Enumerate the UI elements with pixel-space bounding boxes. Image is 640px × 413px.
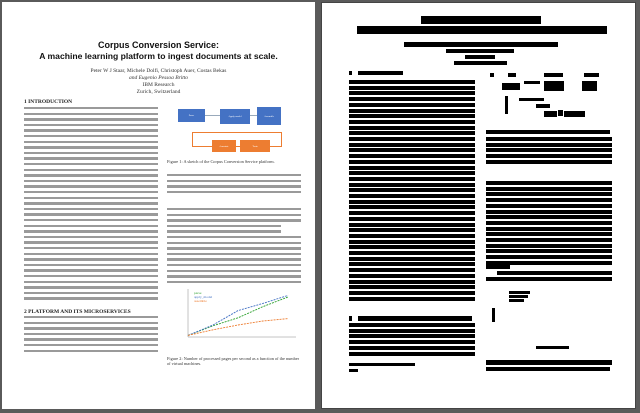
- text-line: [24, 213, 158, 215]
- redaction-bar: [544, 73, 563, 77]
- redaction-bar: [349, 334, 475, 338]
- redaction-bar: [349, 240, 475, 244]
- original-page: [2, 2, 315, 409]
- redaction-bar: [349, 291, 475, 295]
- redaction-bar: [349, 285, 475, 289]
- text-line: [24, 327, 158, 329]
- text-line: [24, 191, 158, 193]
- redaction-bar: [349, 194, 475, 198]
- redaction-bar: [486, 227, 612, 231]
- text-line: [24, 350, 158, 352]
- text-line: [24, 219, 158, 221]
- redaction-bar: [349, 234, 475, 238]
- redaction-bar: [349, 171, 475, 175]
- redaction-bar: [486, 204, 612, 208]
- stage-annotate: Annotate: [212, 140, 236, 152]
- redaction-bar: [349, 257, 475, 261]
- figure-2-caption: Figure 2: Number of processed pages per second as a function of the number of virtual machines.: [167, 356, 300, 367]
- redaction-bar: [508, 73, 516, 77]
- text-line: [167, 281, 301, 283]
- text-line: [24, 275, 158, 277]
- text-line: [24, 281, 158, 283]
- redaction-bar: [357, 26, 607, 34]
- redaction-bar: [486, 154, 612, 158]
- redaction-bar: [486, 277, 612, 281]
- redaction-bar: [349, 120, 475, 124]
- redaction-bar: [486, 238, 612, 242]
- redaction-bar: [349, 228, 475, 232]
- redaction-bar: [349, 97, 475, 101]
- location: Zurich, Switzerland: [136, 89, 181, 95]
- redaction-bar: [564, 111, 585, 117]
- redaction-bar: [490, 73, 494, 77]
- redaction-bar: [486, 244, 612, 248]
- paper-title: Corpus Conversion Service:: [97, 40, 220, 50]
- redaction-bar: [486, 198, 612, 202]
- text-line: [167, 236, 301, 238]
- text-line: [167, 219, 301, 221]
- text-line: [167, 230, 281, 232]
- redaction-bar: [349, 109, 475, 113]
- redaction-bar: [349, 251, 475, 255]
- redaction-bar: [358, 316, 472, 321]
- text-line: [24, 269, 158, 271]
- redaction-bar: [349, 114, 475, 118]
- redaction-bar: [349, 352, 475, 356]
- text-line: [24, 236, 158, 238]
- text-line: [24, 169, 158, 171]
- chart-legend: [194, 291, 212, 303]
- figure-2-chart: [168, 287, 298, 349]
- text-line: [167, 253, 301, 255]
- legend-parse: parse: [194, 291, 202, 295]
- redaction-bar: [486, 187, 612, 191]
- text-line: [24, 146, 158, 148]
- redaction-bar: [349, 363, 415, 366]
- stage-assemble: Assemble: [257, 107, 281, 125]
- text-line: [167, 270, 301, 272]
- text-line: [24, 258, 158, 260]
- text-line: [24, 208, 158, 210]
- redaction-bar: [349, 188, 475, 192]
- section-heading-platform: 2 PLATFORM AND ITS MICROSERVICES: [24, 309, 131, 315]
- redaction-bar: [509, 299, 524, 302]
- text-line: [24, 124, 158, 126]
- text-line: [24, 322, 158, 324]
- redaction-bar: [486, 160, 612, 164]
- redaction-bar: [536, 346, 569, 349]
- redaction-bar: [582, 81, 597, 91]
- text-line: [24, 107, 158, 109]
- redaction-bar: [349, 154, 475, 158]
- text-line: [24, 180, 158, 182]
- redaction-bar: [486, 249, 612, 253]
- stage-train: Train: [240, 140, 270, 152]
- text-line: [24, 197, 158, 199]
- text-line: [167, 264, 301, 266]
- redaction-bar: [349, 131, 475, 135]
- text-line: [24, 185, 158, 187]
- series-assemble: [188, 319, 288, 336]
- text-line: [167, 174, 301, 176]
- text-line: [24, 174, 158, 176]
- redaction-bar: [349, 274, 475, 278]
- text-line: [24, 230, 158, 232]
- redaction-bar: [349, 217, 475, 221]
- redaction-bar: [509, 291, 530, 294]
- redaction-bar: [349, 316, 352, 321]
- authors: Peter W J Staar, Michele Dolfi, Christoph Auer, Costas Bekas: [90, 68, 227, 74]
- text-line: [167, 225, 281, 227]
- text-line: [24, 129, 158, 131]
- redaction-bar: [486, 210, 612, 214]
- redaction-bar: [349, 166, 475, 170]
- redaction-bar: [544, 111, 557, 117]
- text-line: [167, 242, 301, 244]
- section-heading-introduction: 1 INTRODUCTION: [24, 99, 73, 105]
- redaction-bar: [349, 223, 475, 227]
- legend-assemble: assemble: [194, 299, 207, 303]
- redaction-bar: [349, 160, 475, 164]
- redaction-bar: [349, 86, 475, 90]
- redaction-bar: [349, 369, 358, 372]
- text-line: [167, 214, 301, 216]
- text-line: [167, 208, 301, 210]
- redaction-bar: [505, 96, 508, 114]
- stage-parse: Parse: [178, 109, 205, 122]
- redaction-bar: [349, 126, 475, 130]
- redaction-bar: [486, 148, 612, 152]
- affiliation: and Eugenio Pessoa Britto: [128, 75, 189, 81]
- redaction-bar: [349, 280, 475, 284]
- text-line: [24, 264, 158, 266]
- redaction-bar: [502, 83, 520, 90]
- redaction-bar: [349, 91, 475, 95]
- redaction-bar: [486, 232, 612, 236]
- text-line: [167, 247, 301, 249]
- redaction-bar: [558, 110, 563, 116]
- redaction-bar: [486, 221, 612, 225]
- redaction-bar: [486, 215, 612, 219]
- text-line: [24, 253, 158, 255]
- redaction-bar: [349, 148, 475, 152]
- text-line: [24, 297, 158, 299]
- redaction-bar: [486, 181, 612, 185]
- redaction-bar: [349, 297, 475, 301]
- text-line: [24, 241, 158, 243]
- text-line: [24, 344, 158, 346]
- redaction-bar: [524, 81, 540, 84]
- redaction-bar: [349, 183, 475, 187]
- text-line: [24, 286, 158, 288]
- redaction-bar: [446, 49, 514, 53]
- redaction-bar: [486, 192, 612, 196]
- redacted-page: [321, 2, 636, 409]
- redaction-bar: [349, 323, 475, 327]
- redaction-bar: [544, 81, 564, 91]
- figure-1-caption: Figure 1: A sketch of the Corpus Conversion Service platform.: [167, 159, 275, 164]
- text-line: [24, 225, 158, 227]
- redaction-bar: [486, 143, 612, 147]
- text-line: [24, 338, 158, 340]
- redaction-bar: [509, 295, 528, 298]
- text-line: [24, 247, 158, 249]
- redaction-bar: [349, 80, 475, 84]
- text-line: [24, 333, 158, 335]
- redaction-bar: [497, 271, 612, 275]
- redaction-bar: [465, 55, 495, 59]
- redaction-bar: [349, 346, 475, 350]
- redaction-bar: [349, 245, 475, 249]
- redaction-bar: [492, 308, 495, 322]
- redaction-bar: [349, 177, 475, 181]
- text-line: [24, 141, 158, 143]
- text-line: [24, 202, 158, 204]
- redaction-bar: [349, 71, 352, 75]
- redaction-bar: [349, 143, 475, 147]
- text-line: [24, 118, 158, 120]
- text-line: [167, 185, 301, 187]
- redaction-bar: [349, 137, 475, 141]
- text-line: [167, 180, 301, 182]
- redaction-bar: [486, 137, 612, 141]
- redaction-bar: [349, 103, 475, 107]
- text-line: [24, 135, 158, 137]
- redaction-bar: [349, 329, 475, 333]
- text-line: [24, 292, 158, 294]
- text-line: [167, 258, 301, 260]
- legend-apply-model: apply_model: [194, 295, 213, 299]
- redaction-bar: [486, 130, 610, 134]
- redaction-bar: [519, 98, 544, 101]
- redaction-bar: [358, 71, 403, 75]
- redaction-bar: [486, 255, 612, 259]
- redaction-bar: [349, 211, 475, 215]
- text-line: [24, 163, 158, 165]
- redaction-bar: [349, 268, 475, 272]
- redaction-bar: [486, 265, 510, 269]
- redaction-bar: [404, 42, 558, 47]
- redaction-bar: [421, 16, 541, 24]
- redaction-bar: [486, 367, 610, 371]
- paper-subtitle: A machine learning platform to ingest documents at scale.: [39, 51, 278, 61]
- text-line: [24, 157, 158, 159]
- redaction-bar: [349, 205, 475, 209]
- text-line: [167, 191, 301, 193]
- redaction-bar: [536, 104, 550, 108]
- stage-apply-model: Apply model: [220, 109, 250, 124]
- organization: IBM Research: [142, 82, 175, 88]
- redaction-bar: [454, 61, 507, 65]
- text-line: [24, 152, 158, 154]
- redaction-bar: [584, 73, 599, 77]
- text-line: [24, 316, 158, 318]
- text-line: [24, 113, 158, 115]
- text-line: [167, 275, 301, 277]
- redaction-bar: [486, 360, 612, 365]
- redaction-bar: [349, 200, 475, 204]
- redaction-bar: [349, 340, 475, 344]
- redaction-bar: [349, 262, 475, 266]
